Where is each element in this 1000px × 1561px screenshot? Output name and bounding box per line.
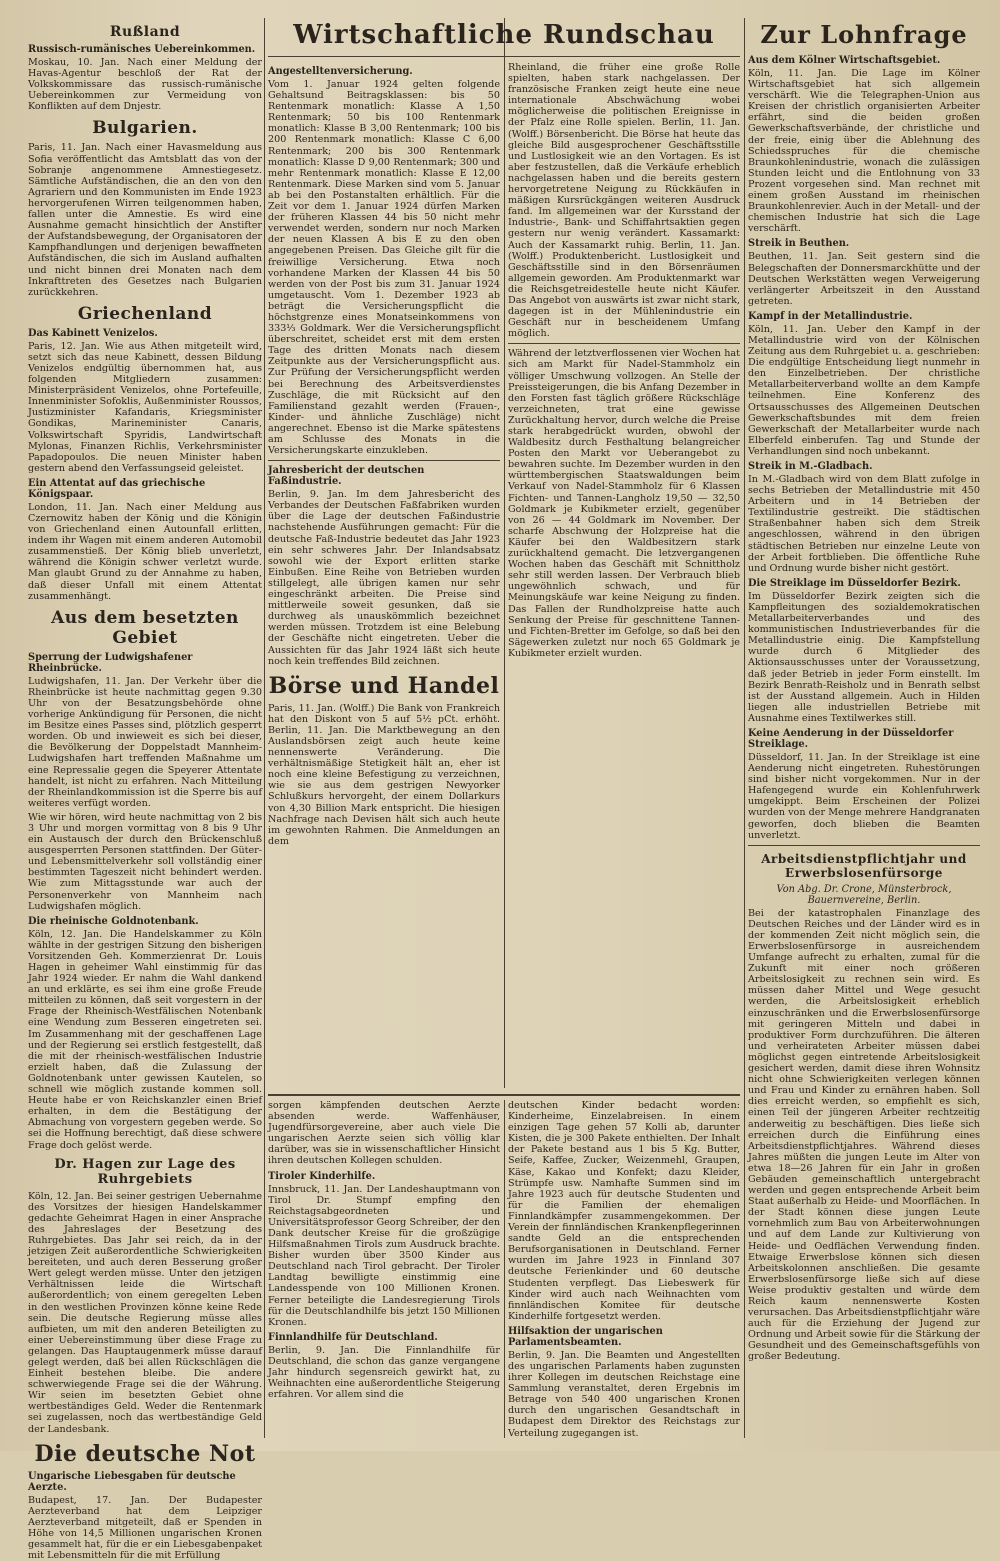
- article-text: deutschen Kinder bedacht worden: Kinderheime, Einzelabreisen. In einem einzigen Tage gehen 57 Kolli ab, darunter Kisten, die je 300 Pakete enthielten. Der Inhalt der Pakete bestand aus 1 bis 5 Kg. Butter, Seife, Kaffee, Zucker, Weizenmehl, Graupen, Käse, Kakao und Konfekt; dazu Kleider, Strümpfe usw. Namhafte Summen sind im Jahre 1923 auch für deutsche Studenten und für die Familien der ehemaligen Finnlandkämpfer zusammengekommen. Der Verein der finnländischen Krankenpflegerinnen sandte Geld an die entsprechenden Berufsorganisationen in Deutschland. Ferner wurden im Jahre 1923 in Finnland 307 deutsche Ferienkinder und 60 deutsche Studenten verpflegt. Das Liebeswerk für Kinder wird auch nach Weihnachten vom finnländischen Komitee für deutsche Kinderhilfe fortgesetzt werden.: [508, 1100, 740, 1322]
- subheading: Streik in M.-Gladbach.: [748, 461, 873, 472]
- subheading: Ungarische Liebesgaben für deutsche Aerzte.: [28, 1470, 236, 1493]
- masthead-title: Wirtschaftliche Rundschau: [293, 20, 715, 50]
- article-text: Beuthen, 11. Jan. Seit gestern sind die Belegschaften der Donnersmarckhütte und der Deutschen Werkstätten wegen Verweigerung verlängerter Arbeitszeit in den Ausstand getreten.: [748, 251, 980, 307]
- horizontal-rule: [268, 1094, 740, 1096]
- article-text: Paris, 11. Jan. Nach einer Havasmeldung aus Sofia veröffentlicht das Amtsblatt das von der Sobranje angenommene Amnestiegesetz. Sämtliche Aufständischen, die an den von den Agrariern und den Kommunisten im Ende 1923 hervorgerufenen Wirren teilgenommen haben, fallen unter die Amnestie. Es wird eine Ausnahme gemacht hinsichtlich der Anstifter der Aufstandsbewegung, der Organisatoren der Kampfhandlungen und derjenigen bewaffneten Aufständischen, die sich im Ausland aufhalten und nicht binnen drei Monaten nach dem Inkrafttreten des Gesetzes nach Bulgarien zurückkehren.: [28, 142, 262, 298]
- subheading: Keine Aenderung in der Düsseldorfer Streiklage.: [748, 727, 954, 750]
- subheading: Finnlandhilfe für Deutschland.: [268, 1331, 438, 1343]
- article-text: Bei der katastrophalen Finanzlage des Deutschen Reiches und der Länder wird es in der kommenden Zeit nicht möglich sein, die Erwerbslosenfürsorge in ausreichendem Umfange aufrecht zu erhalten, zumal für die Zukunft mit einer noch größeren Arbeitslosigkeit zu rechnen sein wird. Es müssen daher Mittel und Wege gesucht werden, die Arbeitslosigkeit erheblich einzuschränken und die Erwerbslosenfürsorge mit geringeren Mitteln und dabei in produktiver Form durchzuführen. Die älteren und verheirateten Arbeiter müssen dabei möglichst gegen eintretende Arbeitslosigkeit gesichert werden, damit diese ihren Wohnsitz nicht ohne Schwierigkeiten verlegen können und Frau und Kinder zu ernähren haben. Soll dies erreicht werden, so empfiehlt es sich, einen Teil der jüngeren Arbeiter rechtzeitig anderweitig zu beschäftigen. Dies ließe sich erreichen durch die Einführung eines Arbeitsdienstpflichtjahres. Während dieses Jahres müßten die jungen Leute im Alter von etwa 18—26 Jahren für ein Jahr in großen Gebäuden gemeinschaftlich untergebracht werden und gegen entsprechende Arbeit beim Staat außerhalb zu Heide- und Moorflächen. In der Stadt können diese jungen Leute vornehmlich zum Bau von Arbeiterwohnungen und auf dem Lande zur Kultivierung von Heide- und Oedflächen Verwendung finden. Etwaige Erwerbslose können sich diesen Arbeitskolonnen anschließen. Die gesamte Erwerbslosenfürsorge ließe sich auf diese Weise produktiv gestalten und würde dem Reich kaum nennenswerte Kosten verursachen. Das Arbeitsdienstpflichtjahr wäre auch für die Erziehung der Jugend zur Ordnung und Arbeit sowie für die Stärkung der Gesundheit und des Gemeinschaftsgefühls von großer Bedeutung.: [748, 907, 980, 1363]
- article-text: Innsbruck, 11. Jan. Der Landeshauptmann von Tirol Dr. Stumpf empfing den Reichstagsabgeordneten und Universitätsprofessor Georg Schreiber, der den Dank deutscher Kreise für die großzügige Hilfsmaßnahmen Tirols zum Ausdruck brachte. Bisher wurden über 3500 Kinder aus Deutschland nach Tirol gebracht. Der Tiroler Landtag bewilligte einstimmig eine Landesspende von 100 Millionen Kronen. Ferner beteiligte die Landesregierung Tirols für die Deutschlandhilfe bis jetzt 150 Millionen Kronen.: [268, 1183, 500, 1328]
- divider: [268, 460, 500, 461]
- subheading: Die Streiklage im Düsseldorfer Bezirk.: [748, 577, 961, 589]
- section-title-russland: Rußland: [109, 24, 181, 40]
- article-text: Köln, 12. Jan. Die Handelskammer zu Köln wählte in der gestrigen Sitzung den bisherigen Vorsitzenden Geh. Kommerzienrat Dr. Louis Hagen in geheimer Wahl einstimmig für das Jahr 1924 wieder. Er nahm die Wahl dankend an und erklärte, es sei ihm eine große Freude mitteilen zu können, daß seit vorgestern in der Frage der Rheinisch-Westfälischen Notenbank eine Wendung zum Besseren eingetreten sei. Im Zusammenhang mit der geschaffenen Lage und der Regierung sei erstlich festgestellt, daß die mit der rheinisch-westfälischen Industrie erzielt haben, daß die Zulassung der Goldnotenbank unter gewissen Kautelen, so schnell wie möglich zustande kommen soll. Heute habe er von Reichskanzler einen Brief erhalten, in dem die Bestätigung der Abmachung von vorgestern gegeben werde. So sei die Hoffnung berechtigt, daß diese schwere Frage doch gelöst werde.: [28, 928, 262, 1151]
- article-text: Wie wir hören, wird heute nachmittag von 2 bis 3 Uhr und morgen vormittag von 8 bis 9 Uhr ein Austausch der durch den Brückenschluß ausgesperrten Personen stattfinden. Der Güter- und Lebensmittelverkehr soll vollständig einer bestimmten Tageszeit nicht behindert werden. Wie zum Mittagsstunde war auch der Personenverkehr von Mannheim nach Ludwigshafen möglich.: [28, 811, 262, 912]
- column-rule: [504, 1100, 505, 1438]
- column-rule: [264, 18, 265, 1438]
- article-text: sorgen kämpfenden deutschen Aerzte absenden werde. Waffenhäuser, Jugendfürsorgevereine, aber auch viele Die ungarischen Aerzte seien sich völlig klar darüber, was sie in wissenschaftlicher Hinsicht ihren deutschen Kollegen schulden.: [268, 1100, 500, 1167]
- article-text: Köln, 11. Jan. Ueber den Kampf in der Metallindustrie wird von der Kölnischen Zeitung aus dem Ruhrgebiet u. a. geschrieben: Die endgültige Entscheidung liegt nunmehr in den Einzelbetrieben. Der christliche Metallarbeiterverband wollte an dem Kampfe teilnehmen. Eine Konferenz des Ortsausschusses des Allgemeinen Deutschen Gewerkschaftsbundes mit dem freien Gewerkschaft der Metallarbeiter wurde nach Elberfeld einberufen. Tag und Stunde der Verhandlungen sind noch unbekannt.: [748, 323, 980, 457]
- article-text: Rheinland, die früher eine große Rolle spielten, haben stark nachgelassen. Der französische Franken zeigt heute eine neue internationale Abschwächung wobei möglicherweise die politischen Ereignisse in der Pfalz eine Rolle spielen. Berlin, 11. Jan. (Wolff.) Börsenbericht. Die Börse hat heute das gleiche Bild ausgesprochener Geschäftsstille und Lustlosigkeit wie an den Vortagen. Es ist aber festzustellen, daß die Verkäufe erheblich nachgelassen haben und die bereits gestern hervorgetretene Neigung zu Rückkäufen in mäßigen Kursrückgängen weiteren Ausdruck fand. Im allgemeinen war der Kursstand der Industrie-, Bank- und Schiffahrtsaktien gegen gestern nur wenig verändert. Kassamarkt: Auch der Kassamarkt ruhig. Berlin, 11. Jan. (Wolff.) Produktenbericht. Lustlosigkeit und Geschäftsstille sind in den Börsenräumen allgemein geworden. Am Produktenmarkt war die Reichsgetreidestelle heute nicht Käufer. Das Angebot von auswärts ist zwar nicht stark, dagegen ist in der Mühlenindustrie ein Geschäft nur in bescheidenem Umfang möglich.: [508, 62, 740, 340]
- section-title-besetzt: Aus dem besetzten Gebiet: [51, 607, 239, 648]
- masthead-rule: [268, 56, 740, 57]
- subheading: Kampf in der Metallindustrie.: [748, 310, 913, 322]
- article-text: Paris, 12. Jan. Wie aus Athen mitgeteilt wird, setzt sich das neue Kabinett, dessen Bildung Venizelos endgültig übernommen hat, aus folgenden Mitgliedern zusammen: Ministerpräsident Venizelos, ohne Portefeuille, Innenminister Sofoklis, Außenminister Roussos, Justizminister Kafandaris, Kriegsminister Gondikas, Marineminister Canaris, Volkswirtschaft Spyridis, Landwirtschaft Mylonas, Finanzen Richlis, Verkehrsminister Papadopoulos. Die neuen Minister haben gestern abend den Verfassungseid geleistet.: [28, 340, 262, 474]
- column-left: [28, 18, 262, 1561]
- subheading: Die rheinische Goldnotenbank.: [28, 915, 199, 927]
- section-title-not: Die deutsche Not: [34, 1440, 256, 1467]
- column-middle-left: [268, 62, 500, 1088]
- article-text: Köln, 12. Jan. Bei seiner gestrigen Uebernahme des Vorsitzes der hiesigen Handelskammer gedachte Geheimrat Hagen in einer Ansprache des Jahreslages der Besetzung des Ruhrgebietes. Das Jahr sei reich, da in der jetzigen Zeit außerordentliche Schwierigkeiten bereiteten, und auch deren Besserung großer Wert gelegt werden müsse. Unter den jetzigen Verhältnissen leide die Wirtschaft außerordentlich; von einem geregelten Leben in den westlichen Provinzen könne keine Rede sein. Die deutsche Regierung müsse alles aufbieten, um mit den anderen Beteiligten zu einer Uebereinstimmung über diese Frage zu gelangen. Das Hauptaugenmerk müsse darauf gelegt werden, daß bei allen Rückschlägen die Einheit bestehen bleibe. Die andere schwerwiegende Frage sei die der Währung. Wir seien im besetzten Gebiet ohne wertbeständiges Geld. Weder die Rentenmark sei zugelassen, noch das wertbeständige Geld der Landesbank.: [28, 1190, 262, 1435]
- column-right: [748, 18, 980, 1438]
- article-text: Düsseldorf, 11. Jan. In der Streiklage ist eine Aenderung nicht eingetreten. Ruhestörungen sind bisher nicht vorgekommen. Nur in der Hafengegend wurde ein Kohlenfuhrwerk umgekippt. Beim Erscheinen der Polizei wurden von der Menge mehrere Handgranaten geworfen, doch blieben die Beamten unverletzt.: [748, 751, 980, 841]
- subheading: Aus dem Kölner Wirtschaftsgebiet.: [748, 55, 941, 66]
- article-text: Moskau, 10. Jan. Nach einer Meldung der Havas-Agentur beschloß der Rat der Volkskommissare das russisch-rumänische Uebereinkommen zur Vermeidung von Konflikten auf dem Dnjestr.: [28, 57, 262, 113]
- section-title-lohnfrage: Zur Lohnfrage: [760, 20, 968, 49]
- column-middle-left-lower: [268, 1100, 500, 1438]
- article-text: In M.-Gladbach wird von dem Blatt zufolge in sechs Betrieben der Metallindustrie mit 450 Arbeitern und in 14 Betrieben der Textilindustrie gestreikt. Die städtischen Straßenbahner haben sich dem Streik angeschlossen, während in den übrigen städtischen Betrieben nur einzelne Leute von der Arbeit fortblieben. Die öffentliche Ruhe und Ordnung wurde bisher nicht gestört.: [748, 474, 980, 574]
- article-text: Im Düsseldorfer Bezirk zeigten sich die Kampfleitungen des sozialdemokratischen Metallarbeiterverbandes und des kommunistischen Industrieverbandes für die Metallindustrie einig. Die Kampfstellung wurde durch 6 Mitglieder des Aktionsausschusses unter der Voraussetzung, daß jeder Betrieb in jeder Form einstellt. Im Bezirk Benrath-Reisholz und in Benrath selbst ist der Ausstand allgemein. Auch in Hilden liegen alle industriellen Betriebe mit Ausnahme eines Textilwerkes still.: [748, 590, 980, 724]
- divider: [508, 343, 740, 344]
- article-text: Köln, 11. Jan. Die Lage im Kölner Wirtschaftsgebiet hat sich allgemein verschärft. Wie die Telegraphen-Union aus Kreisen der christlich organisierten Arbeiter erfährt, sind die beiden großen Gewerkschaftsverbände, der christliche und der freie, einig über die Ablehnung des Schiedsspruches für die chemische Braunkohlenindustrie, wonach die zulässigen Stunden leicht und die Entlohnung von 33 Prozent vorgesehen sind. Man rechnet mit einem großen Ausstand im rheinischen Braunkohlenrevier. Auch in der Metall- und der chemischen Industrie hat sich die Lage verschärft.: [748, 68, 980, 235]
- section-title-arbeitsdienst: Arbeitsdienstpflichtjahr und Erwerbslosenfürsorge: [761, 851, 967, 880]
- subheading: Hilfsaktion der ungarischen Parlamentsbeamten.: [508, 1325, 663, 1348]
- byline: Von Abg. Dr. Crone, Münsterbrock, Bauernvereine, Berlin.: [776, 883, 952, 906]
- subheading: Sperrung der Ludwigshafener Rheinbrücke.: [28, 651, 193, 674]
- article-text: Während der letztverflossenen vier Wochen hat sich am Markt für Nadel-Stammholz ein völliger Umschwung vollzogen. An Stelle der Preissteigerungen, die bis Anfang Dezember in den Forsten fast täglich größere Rückschläge verzeichneten, trat eine gewisse Zurückhaltung hervor, durch welche die Preise stark herabgedrückt wurden, obwohl der Waldbesitz durch Festhaltung belangreicher Posten den Markt vor Ueberangebot zu bewahren suchte. Im Dezember wurden in den württembergischen Staatswaldungen beim Verkauf von Nadel-Stammholz für 6 Klassen Fichten- und Tannen-Langholz 19,50 — 32,50 Goldmark je Kubikmeter erzielt, gegenüber von 26 — 44 Goldmark im November. Der scharfe Abschwung der Holzpreise hat die Käufer bei den Waldbesitzern stark zurückhaltend gemacht. Die letzvergangenen Wochen haben das Geschäft mit Schnittholz sehr still werden lassen. Der Verbrauch blieb ungewöhnlich schwach, und für Meinungskäufe war keine Neigung zu finden. Das Fallen der Rundholzpreise hatte auch Senkung der Preise für geschnittene Tannen- und Fichten-Bretter im Gefolge, so daß bei den Sägewerken zuletzt nur noch 65 Goldmark je Kubikmeter erzielt wurden.: [508, 348, 740, 659]
- subheading: Das Kabinett Venizelos.: [28, 327, 158, 339]
- section-title-griechenland: Griechenland: [77, 303, 213, 324]
- column-middle-right-lower: [508, 1100, 740, 1438]
- divider: [748, 845, 980, 846]
- section-title-boerse: Börse und Handel: [268, 672, 500, 699]
- subheading: Russisch-rumänisches Uebereinkommen.: [28, 44, 256, 55]
- subheading: Streik in Beuthen.: [748, 238, 850, 250]
- article-text: Ludwigshafen, 11. Jan. Der Verkehr über die Rheinbrücke ist heute nachmittag gegen 9.30 Uhr von der Besatzungsbehörde ohne vorherige Ankündigung für Personen, die nicht im Besitze eines Passes sind, plötzlich gesperrt worden. Ob und inwieweit es sich bei dieser, die Bevölkerung der Doppelstadt Mannheim-Ludwigshafen hart treffenden Maßnahme um eine Repressalie gegen die Speyerer Attentate handelt, ist nicht zu erfahren. Nach Mitteilung der Rheinlandkommission ist die Sperre bis auf weiteres verfügt worden.: [28, 675, 262, 809]
- article-text: Paris, 11. Jan. (Wolff.) Die Bank von Frankreich hat den Diskont von 5 auf 5½ pCt. erhöht. Berlin, 11. Jan. Die Marktbewegung an den Auslandsbörsen zeigt auch heute keine nennenswerte Veränderung. Die verhältnismäßige Stetigkeit hält an, eher ist noch eine kleine Befestigung zu verzeichnen, wie sie aus dem gestrigen Newyorker Schlußkurs hervorgeht, der einem Dollarkurs von 4,30 Billion Mark entspricht. Die hiesigen Nachfrage nach Devisen hält sich auch heute im gewohnten Rahmen. Die Anmeldungen an dem: [268, 702, 500, 847]
- article-text: Berlin, 9. Jan. Die Beamten und Angestellten des ungarischen Parlaments haben zugunsten ihrer Kollegen im deutschen Reichstage eine Sammlung veranstaltet, deren Ergebnis im Betrage von 540 400 ungarischen Kronen durch den ungarischen Gesandtschaft in Budapest dem Direktor des Reichstags zur Verteilung zugegangen ist.: [508, 1349, 740, 1439]
- masthead: [268, 18, 740, 61]
- subheading: Jahresbericht der deutschen Faßindustrie.: [268, 465, 425, 488]
- column-rule: [744, 18, 745, 1438]
- article-text: London, 11. Jan. Nach einer Meldung aus Czernowitz haben der König und die Königin von Griechenland einen Autounfall erlitten, indem ihr Wagen mit einem anderen Automobil zusammenstieß. Der König blieb unverletzt, während die Königin schwer verletzt wurde. Man glaubt Grund zu der Annahme zu haben, daß dieser Unfall mit einem Attentat zusammenhängt.: [28, 501, 262, 602]
- article-text: Budapest, 17. Jan. Der Budapester Aerzteverband hat dem Leipziger Aerzteverband mitgeteilt, daß er Spenden in Höhe von 14,5 Millionen ungarischen Kronen gesammelt hat, für die er ein Liebesgabenpaket mit Lebensmitteln für die mit Erfüllung: [28, 1494, 262, 1561]
- column-middle-right: [508, 62, 740, 1088]
- subheading: Ein Attentat auf das griechische Königspaar.: [28, 477, 206, 500]
- subheading: Tiroler Kinderhilfe.: [268, 1170, 376, 1182]
- article-text: Berlin, 9. Jan. Die Finnlandhilfe für Deutschland, die schon das ganze vergangene Jahr hindurch segensreich gewirkt hat, zu Weihnachten eine außerordentliche Steigerung erfahren. Vor allem sind die: [268, 1344, 500, 1401]
- section-title-bulgarien: Bulgarien.: [92, 118, 198, 139]
- section-title-hagen: Dr. Hagen zur Lage des Ruhrgebiets: [54, 1156, 236, 1187]
- article-text: Berlin, 9. Jan. Im dem Jahresbericht des Verbandes der Deutschen Faßfabriken wurden über die Lage der deutschen Faßindustrie nachstehende Ausführungen gemacht: Für die deutsche Faß-Industrie bedeutet das Jahr 1923 ein sehr schweres Jahr. Der Inlandsabsatz sowohl wie der Export erlitten starke Einbußen. Eine Reihe von Betrieben wurden stillgelegt, alle übrigen kamen nur sehr eingeschränkt arbeiten. Die Preise sind mittlerweile soweit gesunken, daß sie durchweg als unauskömmlich bezeichnet werden müssen. Trotzdem ist eine Belebung der Geschäfte nicht eingetreten. Ueber die Aussichten für das Jahr 1924 läßt sich heute noch kein treffendes Bild zeichnen.: [268, 489, 500, 667]
- column-rule: [504, 18, 505, 1088]
- subheading: Angestelltenversicherung.: [268, 66, 413, 77]
- article-text: Vom 1. Januar 1924 gelten folgende Gehaltsund Beitragsklassen: bis 50 Rentenmark monatlich: Klasse A 1,50 Rentenmark; 50 bis 100 Rentenmark monatlich: Klasse B 3,00 Rentenmark; 100 bis 200 Rentenmark monatlich: Klasse C 6,00 Rentenmark; 200 bis 300 Rentenmark monatlich: Klasse D 9,00 Rentenmark; 300 und mehr Rentenmark monatlich: Klasse E 12,00 Rentenmark. Diese Marken sind vom 5. Januar ab bei den Postanstalten erhältlich. Für die Zeit vor dem 1. Januar 1924 dürfen Marken der früheren Klassen 44 bis 50 nicht mehr verwendet werden, sondern nur noch Marken der neuen Klassen A bis E zu den oben angegebenen Preisen. Das Gleiche gilt für die freiwillige Versicherung. Etwa noch vorhandene Marken der Klassen 44 bis 50 werden von der Post bis zum 31. Januar 1924 umgetauscht. Vom 1. Dezember 1923 ab beträgt die Versicherungspflicht die höchstgrenze eines Monatseinkommens von 333⅓ Goldmark. Wer die Versicherungspflicht überschreitet, scheidet erst mit dem ersten Tage des dritten Monats nach diesem Zeitpunkte aus der Versicherungspflicht aus. Zur Prüfung der Versicherungspflicht werden bei Berechnung des Arbeitsverdienstes Zuschläge, die mit Rücksicht auf den Familienstand gezahlt werden (Frauen-, Kinder- und ähnliche Zuschläge) nicht angerechnet. Ebenso ist die Marke spätestens am Schlusse des Monats in die Versicherungskarte einzukleben.: [268, 79, 500, 457]
